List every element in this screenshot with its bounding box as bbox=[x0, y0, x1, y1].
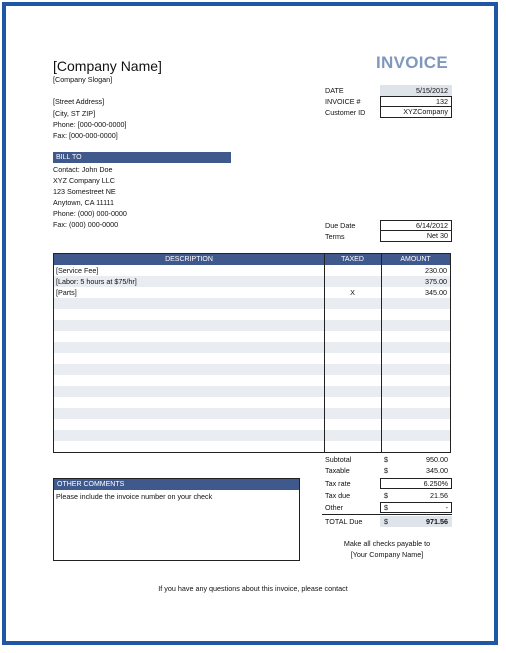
row-taxed: X bbox=[350, 288, 355, 297]
table-header bbox=[54, 254, 450, 265]
bill-to-phone: Phone: (000) 000-0000 bbox=[53, 209, 127, 218]
payable-line-2: [Your Company Name] bbox=[350, 550, 424, 559]
company-fax: Fax: [000-000-0000] bbox=[53, 131, 118, 140]
other-comments-text: Please include the invoice number on your check bbox=[56, 492, 213, 501]
bill-to-street: 123 Somestreet NE bbox=[53, 187, 116, 196]
bill-to-fax: Fax: (000) 000-0000 bbox=[53, 220, 119, 229]
divider bbox=[381, 254, 382, 452]
due-date-label: Due Date bbox=[325, 221, 356, 230]
taxable-label: Taxable bbox=[325, 466, 350, 475]
bill-to-city: Anytown, CA 11111 bbox=[53, 198, 114, 207]
terms-value: Net 30 bbox=[380, 231, 452, 242]
total-due-box bbox=[380, 516, 452, 527]
other-comments-header: OTHER COMMENTS bbox=[54, 479, 299, 490]
col-taxed: TAXED bbox=[341, 256, 364, 263]
table-row bbox=[54, 320, 450, 331]
bill-to-header: BILL TO bbox=[53, 152, 231, 163]
taxable-currency: $ bbox=[384, 466, 388, 475]
total-due-label: TOTAL Due bbox=[325, 517, 363, 526]
company-name: [Company Name] bbox=[53, 58, 162, 74]
tax-rate-label: Tax rate bbox=[325, 479, 351, 488]
table-row bbox=[54, 331, 450, 342]
row-amount: 375.00 bbox=[425, 277, 447, 286]
other-value-box bbox=[380, 502, 452, 513]
row-amount: 345.00 bbox=[425, 288, 447, 297]
taxable-value: 345.00 bbox=[426, 466, 448, 475]
date-value: 5/15/2012 bbox=[380, 85, 452, 96]
table-row bbox=[54, 375, 450, 386]
subtotal-value: 950.00 bbox=[426, 455, 448, 464]
other-value: - bbox=[445, 503, 448, 512]
terms-label: Terms bbox=[325, 232, 345, 241]
company-slogan: [Company Slogan] bbox=[53, 75, 113, 84]
table-row bbox=[54, 265, 450, 276]
table-row bbox=[54, 287, 450, 298]
table-row bbox=[54, 353, 450, 364]
company-phone: Phone: [000-000-0000] bbox=[53, 120, 127, 129]
table-body bbox=[54, 265, 450, 452]
col-description: DESCRIPTION bbox=[165, 256, 213, 263]
table-row bbox=[54, 441, 450, 452]
table-row bbox=[54, 386, 450, 397]
row-description: [Service Fee] bbox=[56, 266, 99, 275]
bill-to-contact: Contact: John Doe bbox=[53, 165, 113, 174]
col-amount: AMOUNT bbox=[400, 256, 431, 263]
date-label: DATE bbox=[325, 86, 344, 95]
subtotal-label: Subtotal bbox=[325, 455, 352, 464]
footer-note: If you have any questions about this invoice, please contact bbox=[158, 584, 348, 593]
total-due-value: 971.56 bbox=[426, 517, 448, 526]
table-row bbox=[54, 430, 450, 441]
subtotal-currency: $ bbox=[384, 455, 388, 464]
row-description: [Parts] bbox=[56, 288, 77, 297]
table-row bbox=[54, 309, 450, 320]
tax-due-label: Tax due bbox=[325, 491, 351, 500]
company-city: [City, ST ZIP] bbox=[53, 109, 96, 118]
tax-due-value: 21.56 bbox=[430, 491, 448, 500]
table-row bbox=[54, 342, 450, 353]
divider bbox=[324, 254, 325, 452]
row-amount: 230.00 bbox=[425, 266, 447, 275]
tax-due-currency: $ bbox=[384, 491, 388, 500]
customer-id-label: Customer ID bbox=[325, 108, 366, 117]
other-label: Other bbox=[325, 503, 343, 512]
bill-to-company: XYZ Company LLC bbox=[53, 176, 115, 185]
table-row bbox=[54, 364, 450, 375]
customer-id-value: XYZCompany bbox=[380, 107, 452, 118]
row-description: [Labor: 5 hours at $75/hr] bbox=[56, 277, 137, 286]
invoice-number-label: INVOICE # bbox=[325, 97, 361, 106]
table-row bbox=[54, 276, 450, 287]
total-rule bbox=[322, 514, 452, 515]
table-row bbox=[54, 408, 450, 419]
payable-line-1: Make all checks payable to bbox=[343, 539, 431, 548]
other-currency: $ bbox=[384, 503, 388, 512]
line-items-table bbox=[53, 253, 451, 453]
table-row bbox=[54, 419, 450, 430]
table-row bbox=[54, 298, 450, 309]
invoice-title: INVOICE bbox=[376, 53, 449, 72]
invoice-number-value: 132 bbox=[380, 96, 452, 107]
due-date-value: 6/14/2012 bbox=[380, 220, 452, 231]
table-row bbox=[54, 397, 450, 408]
tax-rate-value: 6.250% bbox=[380, 478, 452, 489]
company-street: [Street Address] bbox=[53, 97, 105, 106]
other-comments-box bbox=[53, 478, 300, 561]
total-due-currency: $ bbox=[384, 517, 388, 526]
